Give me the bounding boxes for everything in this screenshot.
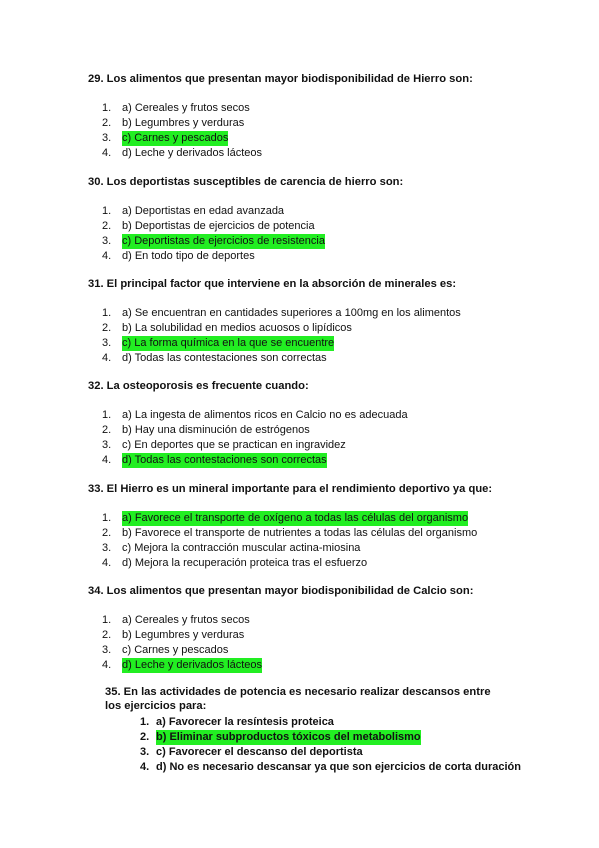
option-item: [88, 643, 588, 658]
option-item: [88, 730, 508, 745]
option-number: 1.: [102, 409, 112, 421]
question-31: [88, 277, 588, 366]
option-item: [88, 321, 588, 336]
option-number: 4.: [102, 147, 112, 159]
option-text-highlighted: a) Favorece el transporte de oxígeno a todas las células del organismo: [122, 512, 469, 524]
options-list: [88, 408, 588, 468]
option-text-highlighted: b) Eliminar subproductos tóxicos del metabolismo: [156, 731, 421, 743]
option-number: 2.: [102, 117, 112, 129]
question-32: [88, 379, 588, 468]
option-item: [88, 453, 588, 468]
option-number: 1.: [102, 614, 112, 626]
option-number: 4.: [102, 557, 112, 569]
question-title: 30. Los deportistas susceptibles de carencia de hierro son:: [88, 176, 404, 188]
option-item: [88, 658, 588, 673]
option-text: a) Cereales y frutos secos: [122, 614, 250, 626]
option-number: 3.: [102, 235, 112, 247]
option-item: [88, 408, 588, 423]
option-number: 3.: [102, 439, 112, 451]
option-item: [88, 306, 588, 321]
options-list: [88, 511, 588, 571]
option-text: d) En todo tipo de deportes: [122, 250, 255, 262]
options-list: [88, 101, 588, 161]
question-title: 35. En las actividades de potencia es necesario realizar descansos entre los ejercicios para:: [105, 686, 491, 712]
option-text-highlighted: c) Carnes y pescados: [122, 132, 229, 144]
option-text-highlighted: c) Deportistas de ejercicios de resistencia: [122, 235, 325, 247]
option-item: [88, 423, 588, 438]
option-number: 2.: [102, 629, 112, 641]
option-item: [88, 204, 588, 219]
option-number: 3.: [102, 542, 112, 554]
option-item: [88, 628, 588, 643]
option-item: [88, 438, 588, 453]
question-title: 31. El principal factor que interviene en la absorción de minerales es:: [88, 278, 457, 290]
option-number: 1.: [102, 307, 112, 319]
option-text: a) Cereales y frutos secos: [122, 102, 250, 114]
question-title: 29. Los alimentos que presentan mayor biodisponibilidad de Hierro son:: [88, 73, 473, 85]
option-text: c) Carnes y pescados: [122, 644, 229, 656]
option-text: c) Favorecer el descanso del deportista: [156, 746, 363, 758]
option-text: b) La solubilidad en medios acuosos o lipídicos: [122, 322, 352, 334]
option-text: d) No es necesario descansar ya que son ejercicios de corta duración: [156, 761, 521, 773]
option-item: [88, 116, 588, 131]
option-number: 3.: [140, 746, 150, 758]
option-number: 4.: [102, 250, 112, 262]
option-item: [88, 146, 588, 161]
question-title: 32. La osteoporosis es frecuente cuando:: [88, 380, 309, 392]
option-text: d) Leche y derivados lácteos: [122, 147, 263, 159]
option-text: a) La ingesta de alimentos ricos en Calcio no es adecuada: [122, 409, 408, 421]
option-number: 1.: [102, 102, 112, 114]
options-list: [88, 715, 521, 775]
option-item: [88, 760, 521, 775]
option-number: 1.: [102, 205, 112, 217]
option-text: b) Favorece el transporte de nutrientes a todas las células del organismo: [122, 527, 478, 539]
option-number: 1.: [140, 716, 150, 728]
question-34: [88, 584, 588, 673]
options-list: [88, 613, 588, 673]
option-item: [88, 745, 508, 760]
option-text: d) Todas las contestaciones son correctas: [122, 352, 327, 364]
options-list: [88, 306, 588, 366]
option-item: [88, 131, 588, 146]
option-item: [88, 511, 588, 526]
option-number: 4.: [140, 761, 150, 773]
option-item: [88, 351, 588, 366]
option-number: 1.: [102, 512, 112, 524]
option-text: a) Se encuentran en cantidades superiores a 100mg en los alimentos: [122, 307, 461, 319]
option-text: a) Deportistas en edad avanzada: [122, 205, 285, 217]
option-item: [88, 526, 588, 541]
option-number: 3.: [102, 337, 112, 349]
option-item: [88, 556, 588, 571]
option-item: [88, 234, 588, 249]
option-text: a) Favorecer la resíntesis proteica: [156, 716, 334, 728]
question-30: [88, 175, 588, 264]
option-number: 2.: [102, 527, 112, 539]
option-text: b) Deportistas de ejercicios de potencia: [122, 220, 315, 232]
option-text: c) Mejora la contracción muscular actina-miosina: [122, 542, 361, 554]
question-33: [88, 482, 588, 571]
options-list: [88, 204, 588, 264]
option-text-highlighted: d) Todas las contestaciones son correctas: [122, 454, 327, 466]
option-item: [88, 219, 588, 234]
option-number: 4.: [102, 659, 112, 671]
option-text-highlighted: c) La forma química en la que se encuentre: [122, 337, 335, 349]
option-number: 4.: [102, 454, 112, 466]
option-number: 2.: [102, 220, 112, 232]
option-text: c) En deportes que se practican en ingravidez: [122, 439, 346, 451]
option-item: [88, 715, 508, 730]
option-text: d) Mejora la recuperación proteica tras el esfuerzo: [122, 557, 368, 569]
option-number: 2.: [102, 322, 112, 334]
option-item: [88, 101, 588, 116]
option-item: [88, 613, 588, 628]
option-text: b) Hay una disminución de estrógenos: [122, 424, 310, 436]
option-number: 2.: [140, 731, 150, 743]
option-text: b) Legumbres y verduras: [122, 629, 245, 641]
question-title: 33. El Hierro es un mineral importante para el rendimiento deportivo ya que:: [88, 483, 493, 495]
question-35: [88, 685, 521, 775]
option-text-highlighted: d) Leche y derivados lácteos: [122, 659, 263, 671]
question-title: 34. Los alimentos que presentan mayor biodisponibilidad de Calcio son:: [88, 585, 474, 597]
option-item: [88, 249, 588, 264]
option-item: [88, 541, 588, 556]
option-item: [88, 336, 588, 351]
option-text: b) Legumbres y verduras: [122, 117, 245, 129]
option-number: 2.: [102, 424, 112, 436]
option-number: 3.: [102, 132, 112, 144]
option-number: 4.: [102, 352, 112, 364]
option-number: 3.: [102, 644, 112, 656]
question-29: [88, 72, 588, 161]
